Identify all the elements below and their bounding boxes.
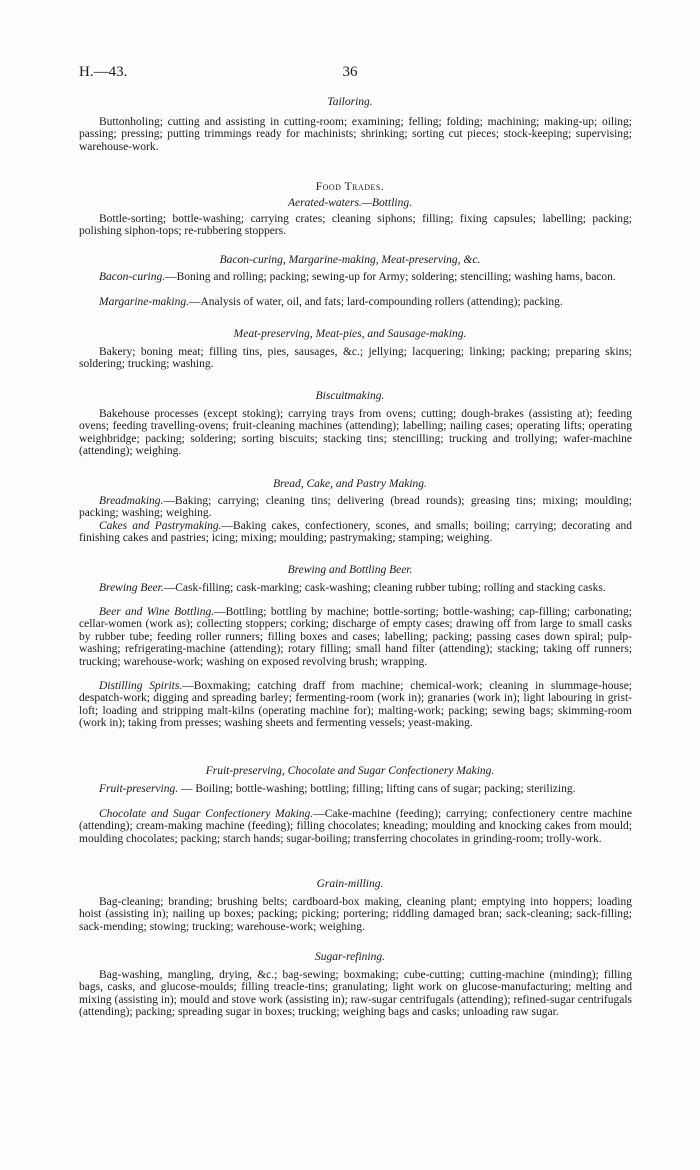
paragraph-brewing-beer: Brewing Beer.—Cask-filling; cask-marking; cask-washing; cleaning rubber tubing; rolling and stacking casks. <box>99 582 606 594</box>
paragraph-bacon-curing: Bacon-curing.—Boning and rolling; packing; sewing-up for Army; soldering; stencilling; washing hams, bacon. <box>99 271 616 283</box>
lead-beer-wine-bottling: Beer and Wine Bottling. <box>99 606 215 618</box>
paragraph-breadmaking: Breadmaking.—Baking; carrying; cleaning tins; delivering (bread rounds); greasing tins; mixing; moulding; packing; washing; weighing. <box>79 495 632 520</box>
page-number: 36 <box>342 64 358 80</box>
lead-bacon-curing: Bacon-curing. <box>99 271 166 283</box>
document-reference: H.—43. <box>79 64 128 80</box>
paragraph-cakes-pastrymaking: Cakes and Pastrymaking.—Baking cakes, confectionery, scones, and smalls; boiling; carrying; decorating and finishing cakes and pastries; icing; mixing; moulding; pastrymaking; stamping; weighing. <box>79 520 632 545</box>
lead-margarine-making: Margarine-making. <box>99 296 189 308</box>
lead-chocolate-sugar-confectionery: Chocolate and Sugar Confectionery Making. <box>99 808 314 820</box>
heading-fruit-chocolate-sugar: Fruit-preserving, Chocolate and Sugar Confectionery Making. <box>205 765 495 777</box>
page-header <box>0 64 700 86</box>
paragraph-chocolate-sugar-confectionery: Chocolate and Sugar Confectionery Making.—Cake-machine (feeding); carrying; confectionery centre machine (attending); cream-making machine (feeding); filling chocolates; kneading; moulding and knocking cakes from mould; moulding chocolates; packing; starch hands; sugar-boiling; transferring chocolates in grinding-room; trolly-work. <box>79 808 632 845</box>
paragraph-grain-milling: Bag-cleaning; branding; brushing belts; cardboard-box making, cleaning plant; emptying into hoppers; loading hoist (assisting in); nailing up boxes; packing; picking; portering; riddling damaged bran; sack-cleaning; sack-filling; sack-mending; stowing; trucking; warehouse-work; weighing. <box>79 896 632 933</box>
heading-sugar-refining: Sugar-refining. <box>315 951 385 963</box>
heading-grain-milling: Grain-milling. <box>316 878 384 890</box>
heading-biscuitmaking: Biscuitmaking. <box>315 390 385 402</box>
paragraph-beer-wine-bottling: Beer and Wine Bottling.—Bottling; bottling by machine; bottle-sorting; bottle-washing; cap-filling; carbonating; cellar-women (work as); collecting stoppers; corking; discharge of empty cases; drawing off from large to small casks by rubber tube; feeding roller runners; filling boxes and cases; labelling; packing; passing cases down spiral; pulp-washing; refrigerating-machine (attending); rotary filling; small hand filter (attending); stacking; taking off runners; trucking; warehouse-work; washing on exposed revolving brush; wrapping. <box>79 606 632 668</box>
paragraph-meat-preserving: Bakery; boning meat; filling tins, pies, sausages, &c.; jellying; lacquering; linking; packing; preparing skins; soldering; trucking; washing. <box>79 346 632 371</box>
heading-food-trades: Food Trades. <box>315 181 385 193</box>
heading-bacon-curing: Bacon-curing, Margarine-making, Meat-preserving, &c. <box>219 254 481 266</box>
paragraph-aerated-waters: Bottle-sorting; bottle-washing; carrying crates; cleaning siphons; filling; fixing capsules; labelling; packing; polishing siphon-tops; re-rubbering stoppers. <box>79 213 632 238</box>
paragraph-tailoring: Buttonholing; cutting and assisting in cutting-room; examining; felling; folding; machining; making-up; oiling; passing; pressing; putting trimmings ready for machinists; shrinking; sorting cut pieces; stock-keeping; supervising; warehouse-work. <box>79 116 632 153</box>
paragraph-biscuitmaking: Bakehouse processes (except stoking); carrying trays from ovens; cutting; dough-brakes (assisting at); feeding ovens; feeding travelling-ovens; fruit-cleaning machines (attending); labelling; nailing cases; operating lifts; operating weighbridge; packing; soldering; sorting biscuits; stacking tins; stencilling; trucking and trollying; wafer-machine (attending); weighing. <box>79 408 632 458</box>
heading-aerated-waters: Aerated-waters.—Bottling. <box>288 197 412 209</box>
paragraph-fruit-preserving: Fruit-preserving. — Boiling; bottle-washing; bottling; filling; lifting cans of sugar; packing; sterilizing. <box>99 783 576 795</box>
heading-tailoring: Tailoring. <box>327 96 373 108</box>
heading-bread-cake-pastry: Bread, Cake, and Pastry Making. <box>273 478 427 490</box>
lead-cakes-pastrymaking: Cakes and Pastrymaking. <box>99 520 222 532</box>
paragraph-distilling-spirits: Distilling Spirits.—Boxmaking; catching draff from machine; chemical-work; cleaning in slummage-house; despatch-work; digging and spreading barley; fermenting-room (work in); granaries (work in); light labouring in grist-loft; loading and stripping malt-kilns (operating machine for); malting-work; packing; sewing bags; skimming-room (work in); taking from presses; washing sheets and fermenting vessels; yeast-making. <box>79 680 632 730</box>
lead-brewing-beer: Brewing Beer. <box>99 582 164 594</box>
heading-brewing-bottling: Brewing and Bottling Beer. <box>287 564 413 576</box>
lead-fruit-preserving: Fruit-preserving. <box>99 783 179 795</box>
lead-breadmaking: Breadmaking. <box>99 495 164 507</box>
paragraph-sugar-refining: Bag-washing, mangling, drying, &c.; bag-sewing; boxmaking; cube-cutting; cutting-machine (minding); filling bags, casks, and glucose-moulds; filling treacle-tins; granulating; light work on glucose-manufacturing; melting and mixing (assisting in); mould and stove work (assisting in); raw-sugar centrifugals (attending); refined-sugar centrifugals (attending); packing; spreading sugar in boxes; trucking; weighing bags and casks; unloading raw sugar. <box>79 969 632 1019</box>
paragraph-margarine-making: Margarine-making.—Analysis of water, oil, and fats; lard-compounding rollers (attending); packing. <box>99 296 563 308</box>
lead-distilling-spirits: Distilling Spirits. <box>99 680 183 692</box>
heading-meat-preserving: Meat-preserving, Meat-pies, and Sausage-making. <box>233 328 467 340</box>
